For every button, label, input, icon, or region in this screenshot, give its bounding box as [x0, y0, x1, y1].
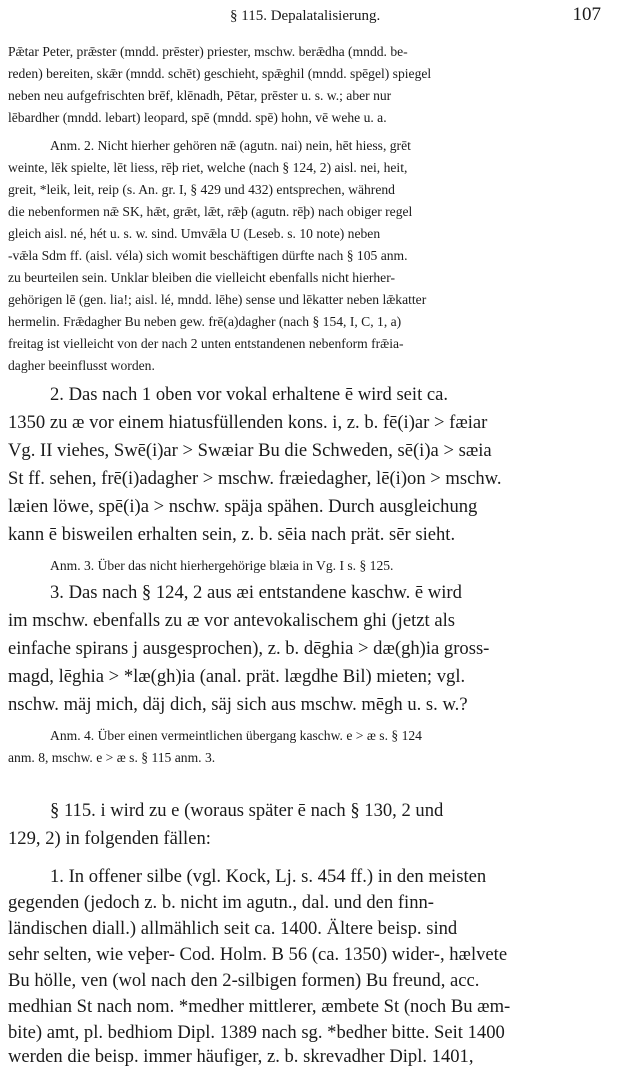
- text-line: greit, *leik, leit, reip (s. An. gr. I, § 429 und 432) entsprechen, während: [8, 182, 395, 197]
- text-line: werden die beisp. immer häufiger, z. b. skrevadher Dipl. 1401,: [8, 1046, 474, 1067]
- text-line: kann ē bisweilen erhalten sein, z. b. sēia nach prät. sēr sieht.: [8, 524, 456, 545]
- text-line: die nebenformen nǣ SK, hǣt, grǣt, lǣt, rǣþ (agutn. rēþ) nach obiger regel: [8, 204, 413, 219]
- text-line: 3. Das nach § 124, 2 aus æi entstandene kaschw. ē wird: [50, 582, 462, 603]
- text-line: læien löwe, spē(i)a > nschw. späja spähen. Durch ausgleichung: [8, 496, 478, 517]
- text-line: Pǣtar Peter, prǣster (mndd. prēster) priester, mschw. berǣdha (mndd. be-: [8, 44, 408, 59]
- text-line: hermelin. Frǣdagher Bu neben gew. frē(a)dagher (nach § 154, I, C, 1, a): [8, 314, 402, 329]
- text-line: sehr selten, wie veþer- Cod. Holm. B 56 (ca. 1350) wider-, hælvete: [8, 944, 508, 965]
- text-line: 129, 2) in folgenden fällen:: [8, 828, 211, 849]
- text-line: -vǣla Sdm ff. (aisl. véla) sich womit beschäftigen dürfte nach § 105 anm.: [8, 248, 408, 263]
- text-line: 1350 zu æ vor einem hiatusfüllenden kons. i, z. b. fē(i)ar > fæiar: [8, 412, 488, 433]
- text-line: gehörigen lē (gen. lia!; aisl. lé, mndd. lēhe) sense und lēkatter neben lǣkatter: [8, 292, 427, 307]
- text-line: St ff. sehen, frē(i)adagher > mschw. fræiedagher, lē(i)on > mschw.: [8, 468, 502, 489]
- text-line: ländischen diall.) allmählich seit ca. 1400. Ältere beisp. sind: [8, 918, 458, 939]
- text-line: Bu hölle, ven (wol nach den 2-silbigen formen) Bu freund, acc.: [8, 970, 480, 991]
- text-line: Anm. 3. Über das nicht hierhergehörige blæia in Vg. I s. § 125.: [50, 558, 394, 573]
- text-line: freitag ist vielleicht von der nach 2 unten entstandenen nebenform frǣia-: [8, 336, 404, 351]
- text-line: gegenden (jedoch z. b. nicht im agutn., dal. und den finn-: [8, 892, 434, 913]
- section-heading-line: § 115. i wird zu e (woraus später ē nach § 130, 2 und: [50, 800, 444, 821]
- text-line: Anm. 4. Über einen vermeintlichen übergang kaschw. e > æ s. § 124: [50, 728, 422, 743]
- text-line: dagher beeinflusst worden.: [8, 358, 155, 373]
- text-line: neben neu aufgefrischten brēf, klēnadh, Pētar, prēster u. s. w.; aber nur: [8, 88, 392, 103]
- text-line: weinte, lēk spielte, lēt liess, rēþ riet, welche (nach § 124, 2) aisl. nei, heit,: [8, 160, 408, 175]
- text-line: magd, lēghia > *læ(gh)ia (anal. prät. lægdhe Bil) mieten; vgl.: [8, 666, 466, 687]
- text-line: reden) bereiten, skǣr (mndd. schēt) geschieht, spǣghil (mndd. spēgel) spiegel: [8, 66, 432, 81]
- text-line: anm. 8, mschw. e > æ s. § 115 anm. 3.: [8, 750, 216, 765]
- text-line: medhian St nach nom. *medher mittlerer, æmbete St (noch Bu æm-: [8, 996, 511, 1017]
- text-line: 2. Das nach 1 oben vor vokal erhaltene ē wird seit ca.: [50, 384, 449, 405]
- text-line: gleich aisl. né, hét u. s. w. sind. Umvǣla U (Leseb. s. 10 note) neben: [8, 226, 381, 241]
- page-number: 107: [572, 4, 601, 25]
- text-line: Anm. 2. Nicht hierher gehören nǣ (agutn. nai) nein, hēt hiess, grēt: [50, 138, 411, 153]
- text-line: zu beurteilen sein. Unklar bleiben die vielleicht ebenfalls nicht hierher-: [8, 270, 395, 285]
- text-line: lēbardher (mndd. lebart) leopard, spē (mndd. spē) hohn, vē wehe u. a.: [8, 110, 387, 125]
- text-line: Vg. II viehes, Swē(i)ar > Swæiar Bu die Schweden, sē(i)a > sæia: [8, 440, 492, 461]
- running-head: [0, 4, 621, 30]
- section-title: § 115. Depalatalisierung.: [230, 8, 381, 24]
- text-line: bite) amt, pl. bedhiom Dipl. 1389 nach sg. *bedher bitte. Seit 1400: [8, 1022, 505, 1043]
- text-line: 1. In offener silbe (vgl. Kock, Lj. s. 454 ff.) in den meisten: [50, 866, 487, 887]
- text-line: im mschw. ebenfalls zu æ vor antevokalischem ghi (jetzt als: [8, 610, 455, 631]
- text-line: einfache spirans j ausgesprochen), z. b. dēghia > dæ(gh)ia gross-: [8, 638, 490, 659]
- text-line: nschw. mäj mich, däj dich, säj sich aus mschw. mēgh u. s. w.?: [8, 694, 468, 715]
